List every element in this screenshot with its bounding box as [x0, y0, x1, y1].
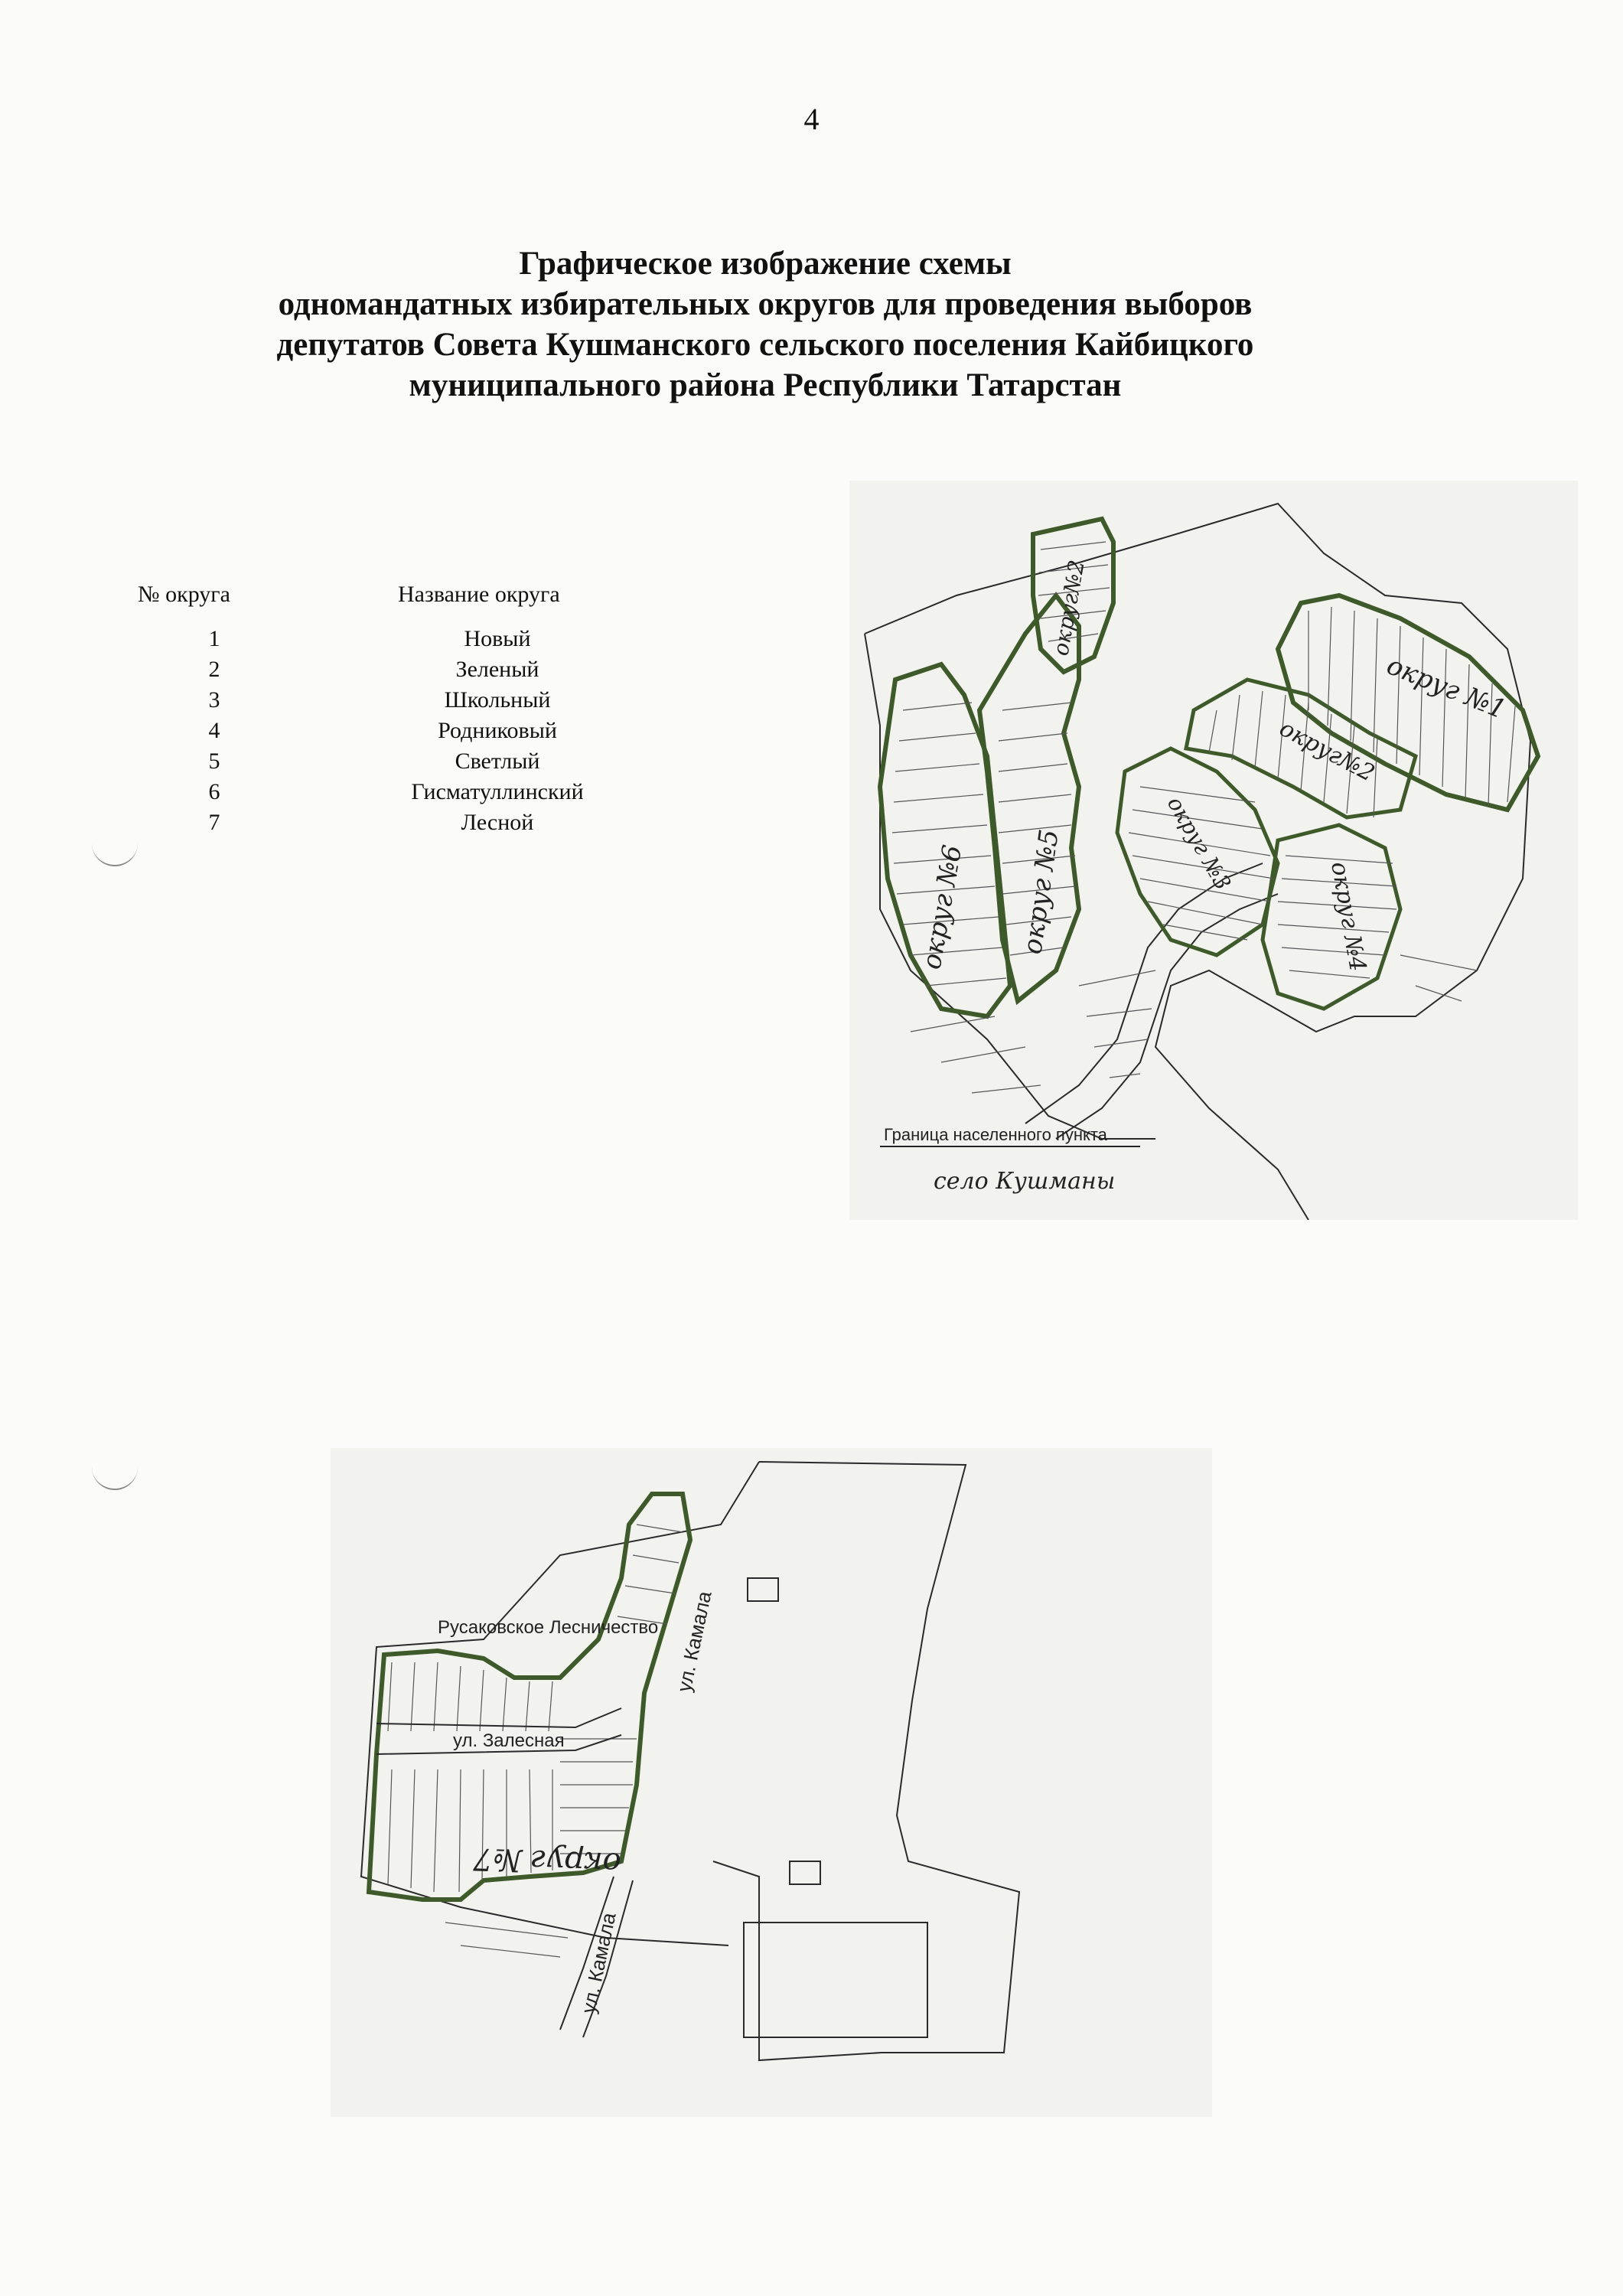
page-number: 4: [803, 102, 820, 136]
legend-row-name: Зеленый: [455, 657, 539, 682]
land-parcels: [892, 542, 1515, 1093]
legend-row-name: Гисматуллинский: [411, 779, 584, 804]
district-4-label: округ №4: [1325, 859, 1371, 974]
legend-row-number: 5: [208, 748, 220, 774]
legend-row-number: 3: [208, 687, 220, 713]
district-1-label: округ №1: [1382, 650, 1511, 726]
district-7-outline: [369, 1494, 690, 1900]
legend-row-name: Школьный: [444, 687, 551, 713]
title-line-1: Графическое изображение схемы: [519, 246, 1012, 282]
title-line-2: одномандатных избирательных округов для проведения выборов: [278, 286, 1253, 322]
district-2-label-top: округ№2: [1048, 558, 1090, 658]
outer-boundary: [361, 1462, 1019, 2060]
district-7-label: округ №7: [472, 1841, 622, 1881]
title-line-4: муниципального района Республики Татарстан: [409, 367, 1122, 403]
punch-hole-mark: [92, 1466, 138, 1490]
district-5-label: округ №5: [1017, 827, 1065, 957]
district-7-map: [331, 1448, 1212, 2117]
district-3-label: округ №3: [1162, 792, 1237, 895]
building: [790, 1861, 820, 1884]
street-zalesnaya-label: ул. Залесная: [453, 1730, 565, 1751]
zalesnaya-street-edge: [376, 1708, 621, 1727]
building: [744, 1923, 927, 2037]
legend-row-number: 1: [208, 626, 220, 651]
legend-row-number: 6: [208, 779, 220, 804]
district-6-label: округ №6: [916, 843, 969, 972]
title-line-3: депутатов Совета Кушманского сельского поселения Кайбицкого: [276, 327, 1254, 363]
district-2-label: округ№2: [1275, 715, 1380, 788]
village-district-map: [849, 481, 1578, 1220]
legend-row-number: 2: [208, 657, 220, 682]
boundary-caption: Граница населенного пункта: [884, 1125, 1107, 1144]
legend-row-number: 4: [208, 718, 220, 743]
legend-row-name: Светлый: [455, 748, 540, 774]
legend-header-number: № округа: [138, 582, 230, 607]
punch-hole-mark: [92, 842, 138, 866]
legend-row-name: Лесной: [461, 810, 534, 835]
building: [748, 1578, 778, 1601]
legend-row-name: Родниковый: [438, 718, 557, 743]
legend-row-number: 7: [208, 810, 220, 835]
forestry-label: Русаковское Лесничество: [438, 1617, 659, 1638]
legend-header-name: Название округа: [398, 582, 560, 607]
district-7-map-svg: [331, 1448, 1212, 2117]
document-title: [122, 243, 1408, 406]
street-kamala-upper-label: ул. Камала: [672, 1589, 716, 1694]
village-district-map-svg: [849, 481, 1578, 1220]
street-kamala-lower-label: ул. Камала: [576, 1910, 621, 2016]
legend-row-name: Новый: [464, 626, 531, 651]
village-name: село Кушманы: [934, 1168, 1116, 1195]
district-4-outline: [1263, 825, 1400, 1009]
